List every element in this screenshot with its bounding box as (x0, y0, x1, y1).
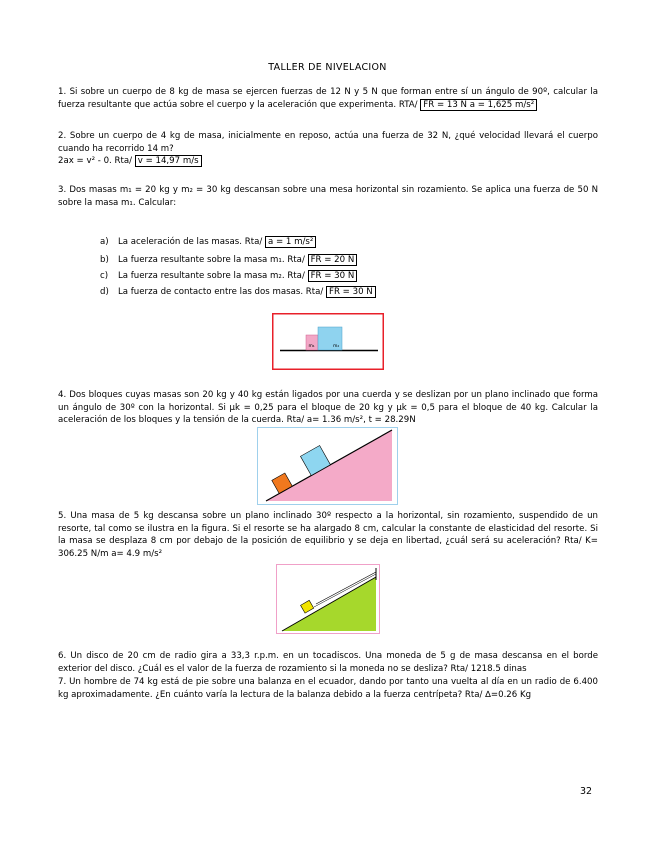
figure-two-masses (272, 313, 384, 370)
item-letter: c) (100, 271, 109, 281)
page-title: TALLER DE NIVELACION (268, 62, 387, 73)
question-4-number: 4. (58, 390, 67, 400)
question-7-text: Un hombre de 74 kg está de pie sobre una balanza en el ecuador, dando por tanto una vuelta al día en un radio de 6.400 kg aproximadamente. ¿En cuánto varía la lectura de la balanza debido a la fuerza centrípeta? Rta/ ∆=0.26 Kg (58, 677, 598, 700)
item-text: La fuerza resultante sobre la masa m₁. Rta/ (118, 255, 305, 265)
question-4 (58, 389, 598, 427)
question-7 (58, 676, 598, 701)
item-answer: FR = 30 N (326, 286, 376, 298)
question-6-text: Un disco de 20 cm de radio gira a 33,3 r.p.m. en un tocadiscos. Una moneda de 5 g de masa descansa en el borde exterior del disco. ¿Cuál es el valor de la fuerza de rozamiento si la moneda no se desliza? Rta/ 1218.5 dinas (58, 651, 599, 674)
question-1-answer: FR = 13 N a = 1,625 m/s² (420, 99, 537, 111)
figure-incline-two-blocks (257, 427, 398, 505)
question-5-text: Una masa de 5 kg descansa sobre un plano inclinado 30º respecto a la horizontal, sin rozamiento, suspendido de un resorte, tal como se ilustra en la figura. Si el resorte se ha alargado 8 cm, calcular la constante de elasticidad del resorte. Si la masa se desplaza 8 cm por debajo de la posición de equilibrio y se deja en libertad, ¿cuál será su aceleración? Rta/ K= 306.25 N/m a= 4.9 m/s² (58, 511, 598, 559)
question-2 (58, 130, 598, 168)
figure-incline-spring (276, 564, 380, 634)
item-letter: b) (100, 255, 109, 265)
item-text: La fuerza resultante sobre la masa m₂. Rta/ (118, 271, 305, 281)
page-number: 32 (580, 786, 593, 797)
item-answer: a = 1 m/s² (265, 236, 316, 248)
question-1-text: Si sobre un cuerpo de 8 kg de masa se ejercen fuerzas de 12 N y 5 N que forman entre sí un ángulo de 90º, calcular la fuerza resultante que actúa sobre el cuerpo y la aceleración que experimenta. RTA/ (58, 87, 598, 110)
item-answer: FR = 20 N (308, 254, 358, 266)
question-1-number: 1. (58, 87, 67, 97)
question-5-number: 5. (58, 511, 67, 521)
question-3-text: Dos masas m₁ = 20 kg y m₂ = 30 kg descansan sobre una mesa horizontal sin rozamiento. Se aplica una fuerza de 50 N sobre la masa m₁. Calcular: (58, 185, 598, 208)
question-3-number: 3. (58, 185, 67, 195)
question-2-answer: v = 14,97 m/s (135, 155, 202, 167)
question-3-item-a (100, 236, 316, 248)
question-1 (58, 86, 598, 111)
question-2-formula: 2ax = v² - 0. Rta/ (58, 156, 133, 166)
question-5 (58, 510, 598, 560)
item-letter: d) (100, 287, 109, 297)
question-3-item-c (100, 270, 357, 282)
question-2-text: Sobre un cuerpo de 4 kg de masa, inicialmente en reposo, actúa una fuerza de 32 N, ¿qué velocidad llevará el cuerpo cuando ha recorrido 14 m? (58, 131, 598, 154)
item-text: La aceleración de las masas. Rta/ (118, 237, 263, 247)
item-answer: FR = 30 N (308, 270, 358, 282)
question-6 (58, 650, 598, 675)
mass-m1-label: m₁ (308, 344, 315, 349)
question-2-number: 2. (58, 131, 67, 141)
question-7-number: 7. (58, 677, 67, 687)
question-3-item-b (100, 254, 357, 266)
item-text: La fuerza de contacto entre las dos masas. Rta/ (118, 287, 324, 297)
item-letter: a) (100, 237, 109, 247)
question-6-number: 6. (58, 651, 67, 661)
question-3 (58, 184, 598, 209)
question-3-item-d (100, 286, 376, 298)
mass-m2-label: m₂ (333, 344, 340, 349)
question-4-text: Dos bloques cuyas masas son 20 kg y 40 kg están ligados por una cuerda y se deslizan por un plano inclinado que forma un ángulo de 30º con la horizontal. Si μk = 0,25 para el bloque de 20 kg y μk = 0,5 para el bloque de 40 kg. Calcular la aceleración de los bloques y la tensión de la cuerda. Rta/ a= 1.36 m/s², t = 28.29N (58, 390, 598, 425)
